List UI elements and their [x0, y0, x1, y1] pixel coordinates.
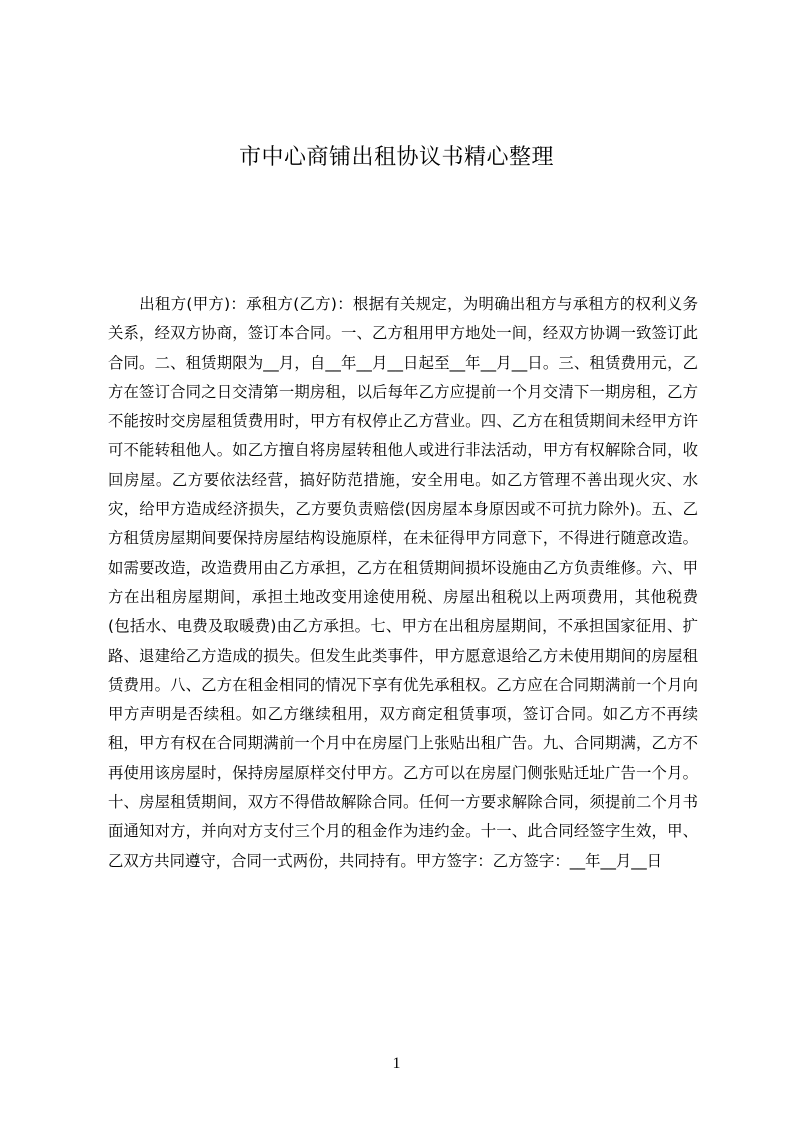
page-number: 1 — [392, 1055, 401, 1072]
document-title: 市中心商铺出租协议书精心整理 — [238, 145, 554, 170]
document-body — [108, 290, 698, 876]
document-body-text: 出租方(甲方)：承租方(乙方)：根据有关规定，为明确出租方与承租方的权利义务关系，经双方协商，签订本合同。一、乙方租用甲方地处一间，经双方协调一致签订此合同。二、租赁期限为__月，自__年__月__日起至__年__月__日。三、租赁费用元，乙方在签订合同之日交清第一期房租，以后每年乙方应提前一个月交清下一期房租，乙方不能按时交房屋租赁费用时，甲方有权停止乙方营业。四、乙方在租赁期间未经甲方许可不能转租他人。如乙方擅自将房屋转租他人或进行非法活动，甲方有权解除合同，收回房屋。乙方要依法经营，搞好防范措施，安全用电。如乙方管理不善出现火灾、水灾，给甲方造成经济损失，乙方要负责赔偿(因房屋本身原因或不可抗力除外)。五、乙方租赁房屋期间要保持房屋结构设施原样，在未征得甲方同意下，不得进行随意改造。如需要改造，改造费用由乙方承担，乙方在租赁期间损坏设施由乙方负责维修。六、甲方在出租房屋期间，承担土地改变用途使用税、房屋出租税以上两项费用，其他税费(包括水、电费及取暖费)由乙方承担。七、甲方在出租房屋期间，不承担国家征用、扩路、退建给乙方造成的损失。但发生此类事件，甲方愿意退给乙方未使用期间的房屋租赁费用。八、乙方在租金相同的情况下享有优先承租权。乙方应在合同期满前一个月向甲方声明是否续租。如乙方继续租用，双方商定租赁事项，签订合同。如乙方不再续租，甲方有权在合同期满前一个月中在房屋门上张贴出租广告。九、合同期满，乙方不再使用该房屋时，保持房屋原样交付甲方。乙方可以在房屋门侧张贴迁址广告一个月。十、房屋租赁期间，双方不得借故解除合同。任何一方要求解除合同，须提前二个月书面通知对方，并向对方支付三个月的租金作为违约金。十一、此合同经签字生效，甲、乙双方共同遵守，合同一式两份，共同持有。甲方签字：乙方签字：__年__月__日 — [108, 295, 698, 870]
